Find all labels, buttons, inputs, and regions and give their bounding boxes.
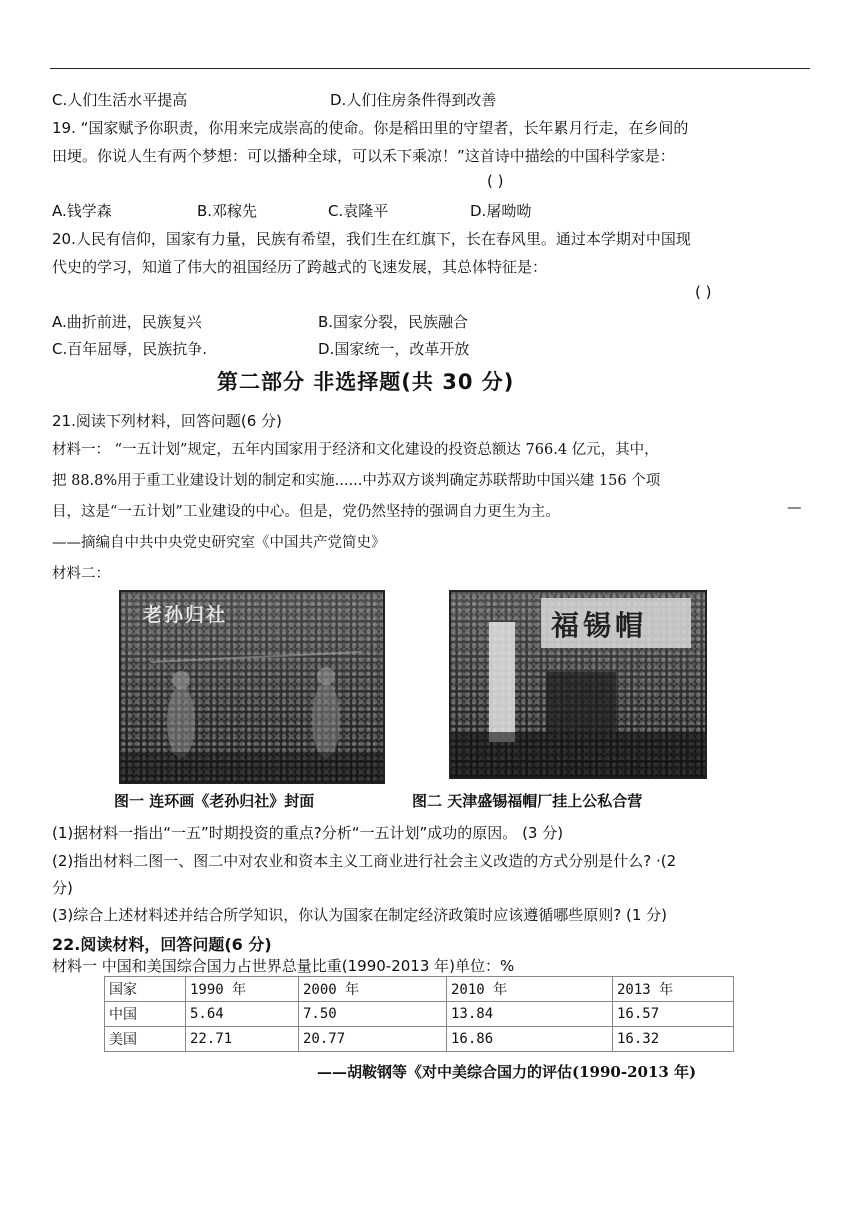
q19-stem-line2: 田埂。你说人生有两个梦想：可以播种全球，可以禾下乘凉！”这首诗中描绘的中国科学家是： <box>52 147 675 165</box>
table-cell: 13.84 <box>447 1002 613 1027</box>
q19-stem-line1: 19. “国家赋予你职责，你用来完成崇高的使命。你是稻田里的守望者，长年累月行走，在乡间的 <box>52 119 689 137</box>
table-header-cell: 1990 年 <box>186 977 299 1002</box>
q19-option-b: B.邓稼先 <box>197 202 258 220</box>
q21-material1-line2: 把 88.8%用于重工业建设计划的制定和实施......中苏双方谈判确定苏联帮助中国兴建 156 个项 <box>52 473 661 489</box>
comprehensive-power-table <box>104 976 734 1052</box>
table-cell: 中国 <box>105 1002 186 1027</box>
figure2-sign: 福锡帽 <box>551 609 648 642</box>
table-header-cell: 2013 年 <box>613 977 734 1002</box>
q20-stem-line1: 20.人民有信仰，国家有力量，民族有希望，我们生在红旗下，长在春风里。通过本学期对中国现 <box>52 230 691 248</box>
q20-option-b: B.国家分裂，民族融合 <box>318 313 469 331</box>
table-header-row <box>105 977 734 1002</box>
q18-option-d: D.人们住房条件得到改善 <box>330 91 497 109</box>
q19-option-c: C.袁隆平 <box>328 202 389 220</box>
q19-option-d: D.屠呦呦 <box>470 202 532 220</box>
table-cell: 16.32 <box>613 1027 734 1052</box>
q21-subquestion-1: (1)据材料一指出“一五”时期投资的重点?分析“一五计划”成功的原因。 (3 分) <box>52 824 564 842</box>
table-row <box>105 1027 734 1052</box>
q22-material1-caption: 材料一 中国和美国综合国力占世界总量比重(1990-2013 年)单位：% <box>52 957 515 975</box>
q22-title: 22.阅读材料，回答问题(6 分) <box>52 935 272 954</box>
q18-option-c: C.人们生活水平提高 <box>52 91 188 109</box>
q21-subquestion-2-line1: (2)指出材料二图一、图二中对农业和资本主义工商业进行社会主义改造的方式分别是什么? ·(2 <box>52 852 677 870</box>
table-header-cell: 2000 年 <box>299 977 447 1002</box>
q20-option-a: A.曲折前进，民族复兴 <box>52 313 202 331</box>
top-rule <box>50 68 810 69</box>
table-header-cell: 国家 <box>105 977 186 1002</box>
table-cell: 22.71 <box>186 1027 299 1052</box>
q21-material1-source: ——摘编自中共中央党史研究室《中国共产党简史》 <box>52 535 386 551</box>
q19-answer-bracket: ( ) <box>487 172 504 190</box>
table-cell: 20.77 <box>299 1027 447 1052</box>
q21-material1-dash: — <box>787 500 802 516</box>
figure2-caption: 图二 天津盛锡福帽厂挂上公私合营 <box>412 792 643 810</box>
q20-option-d: D.国家统一，改革开放 <box>318 340 470 358</box>
q21-material1-line3: 目，这是“一五计划”工业建设的中心。但是，党仍然坚持的强调自力更生为主。 <box>52 504 560 520</box>
figure1-caption: 图一 连环画《老孙归社》封面 <box>114 792 315 810</box>
table-row <box>105 1002 734 1027</box>
q21-title: 21.阅读下列材料，回答问题(6 分) <box>52 412 282 430</box>
q21-subquestion-3: (3)综合上述材料述并结合所学知识，你认为国家在制定经济政策时应该遵循哪些原则? (1 分) <box>52 906 667 924</box>
figure1-photo <box>119 590 385 784</box>
table-cell: 美国 <box>105 1027 186 1052</box>
figure1-sign: 老孙归社 <box>143 604 228 626</box>
q20-stem-line2: 代史的学习，知道了伟大的祖国经历了跨越式的飞速发展，其总体特征是： <box>52 258 548 276</box>
table-cell: 16.86 <box>447 1027 613 1052</box>
figure2-photo <box>449 590 707 779</box>
table-cell: 7.50 <box>299 1002 447 1027</box>
table-cell: 5.64 <box>186 1002 299 1027</box>
q20-option-c: C.百年屈辱，民族抗争. <box>52 340 208 358</box>
table-cell: 16.57 <box>613 1002 734 1027</box>
q20-answer-bracket: ( ) <box>695 283 712 301</box>
q21-material2-label: 材料二： <box>52 566 110 582</box>
q21-material1-line1: 材料一： “一五计划”规定，五年内国家用于经济和文化建设的投资总额达 766.4 亿元，其中， <box>52 442 659 458</box>
q21-subquestion-2-line2: 分) <box>52 879 73 897</box>
q19-option-a: A.钱学森 <box>52 202 112 220</box>
figure1-scene <box>121 592 383 782</box>
q22-source: ——胡鞍钢等《对中美综合国力的评估(1990-2013 年) <box>317 1063 697 1081</box>
table-header-cell: 2010 年 <box>447 977 613 1002</box>
part2-title: 第二部分 非选择题(共 30 分) <box>217 370 515 394</box>
